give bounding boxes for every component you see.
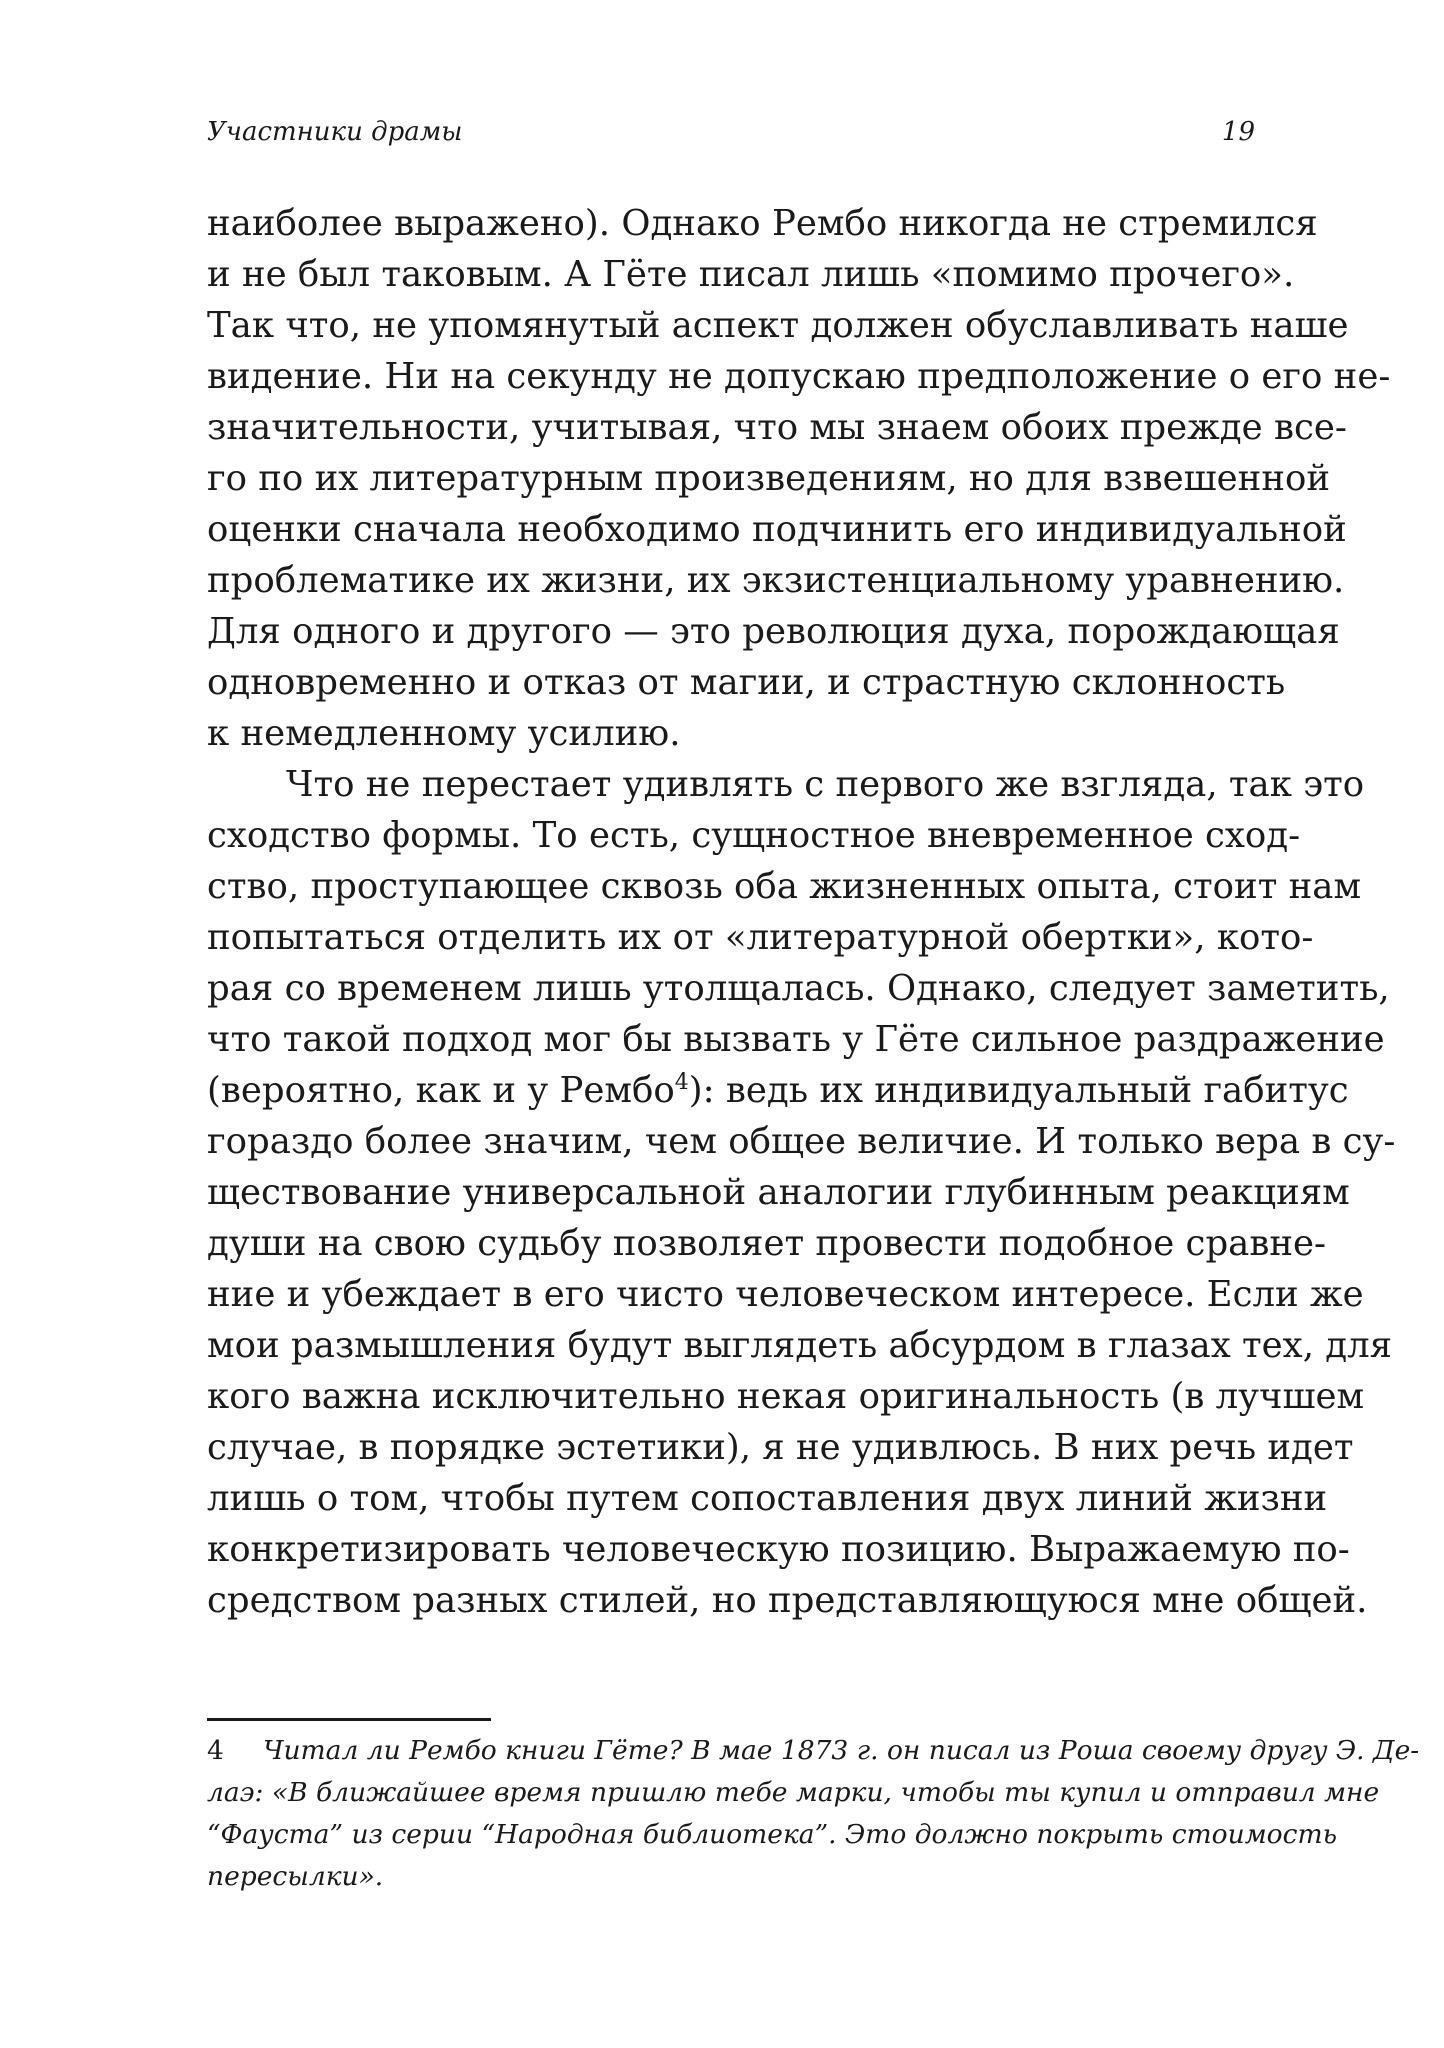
text-line: попытаться отделить их от «литературной обертки», кото- [207,917,1314,958]
footnote-number: 4 [207,1735,224,1766]
footnote-line: лаэ: «В ближайшее время пришлю тебе марки, чтобы ты купил и отправил мне [207,1777,1380,1808]
footnote-line: “Фауста” из серии “Народная библиотека”. Это должно покрыть стоимость [207,1819,1338,1850]
text-line: что такой подход мог бы вызвать у Гёте сильное раздражение [207,1019,1385,1060]
text-line: го по их литературным произведениям, но для взвешенной [207,458,1331,499]
text-line: гораздо более значим, чем общее величие. И только вера в су- [207,1121,1396,1162]
text-segment: ): ведь их индивидуальный габитус [688,1070,1349,1111]
text-line: Что не перестает удивлять с первого же взгляда, так это [286,764,1365,805]
footnote-line [207,1730,1420,1772]
text-segment: (вероятно, как и у Рембо [207,1070,675,1111]
paragraph-2 [207,759,1396,1626]
footnote-divider [207,1718,491,1721]
footnote-ref[interactable]: 4 [674,1070,689,1096]
text-line: конкретизировать человеческую позицию. Выражаемую по- [207,1529,1350,1570]
running-head [207,112,1255,152]
text-line: значительности, учитывая, что мы знаем обоих прежде все- [207,407,1347,448]
text-line: кого важна исключительно некая оригинальность (в лучшем [207,1376,1365,1417]
text-line: ние и убеждает в его чисто человеческом интересе. Если же [207,1274,1364,1315]
main-text [207,198,1396,1626]
text-line: видение. Ни на секунду не допускаю предположение о его не- [207,356,1391,397]
page-number: 19 [1221,117,1255,147]
text-line-with-footnote-ref [207,1065,1349,1116]
footnote-text: Читал ли Рембо книги Гёте? В мае 1873 г. он писал из Роша своему другу Э. Де- [263,1735,1420,1766]
paragraph-1 [207,198,1391,759]
text-line: рая со временем лишь утолщалась. Однако, следует заметить, [207,968,1390,1009]
footnote-line: пересылки». [207,1861,384,1892]
text-line: сходство формы. То есть, сущностное вневременное сход- [207,815,1301,856]
text-line: лишь о том, чтобы путем сопоставления двух линий жизни [207,1478,1328,1519]
text-line: случае, в порядке эстетики), я не удивлюсь. В них речь идет [207,1427,1354,1468]
text-line: оценки сначала необходимо подчинить его индивидуальной [207,509,1347,550]
text-line: души на свою судьбу позволяет провести подобное сравне- [207,1223,1326,1264]
text-line: наиболее выражено). Однако Рембо никогда не стремился [207,203,1318,244]
text-line: проблематике их жизни, их экзистенциальному уравнению. [207,560,1345,601]
text-line: Так что, не упомянутый аспект должен обуславливать наше [207,305,1349,346]
text-line: ство, проступающее сквозь оба жизненных опыта, стоит нам [207,866,1362,907]
text-line: и не был таковым. А Гёте писал лишь «помимо прочего». [207,254,1295,295]
text-line: одновременно и отказ от магии, и страстную склонность [207,662,1286,703]
text-line: средством разных стилей, но представляющуюся мне общей. [207,1580,1368,1621]
footnote [207,1730,1420,1898]
text-line: к немедленному усилию. [207,713,681,754]
running-title: Участники драмы [207,117,463,147]
text-line: ществование универсальной аналогии глубинным реакциям [207,1172,1350,1213]
text-line: Для одного и другого — это революция духа, порождающая [207,611,1340,652]
text-line: мои размышления будут выглядеть абсурдом в глазах тех, для [207,1325,1393,1366]
